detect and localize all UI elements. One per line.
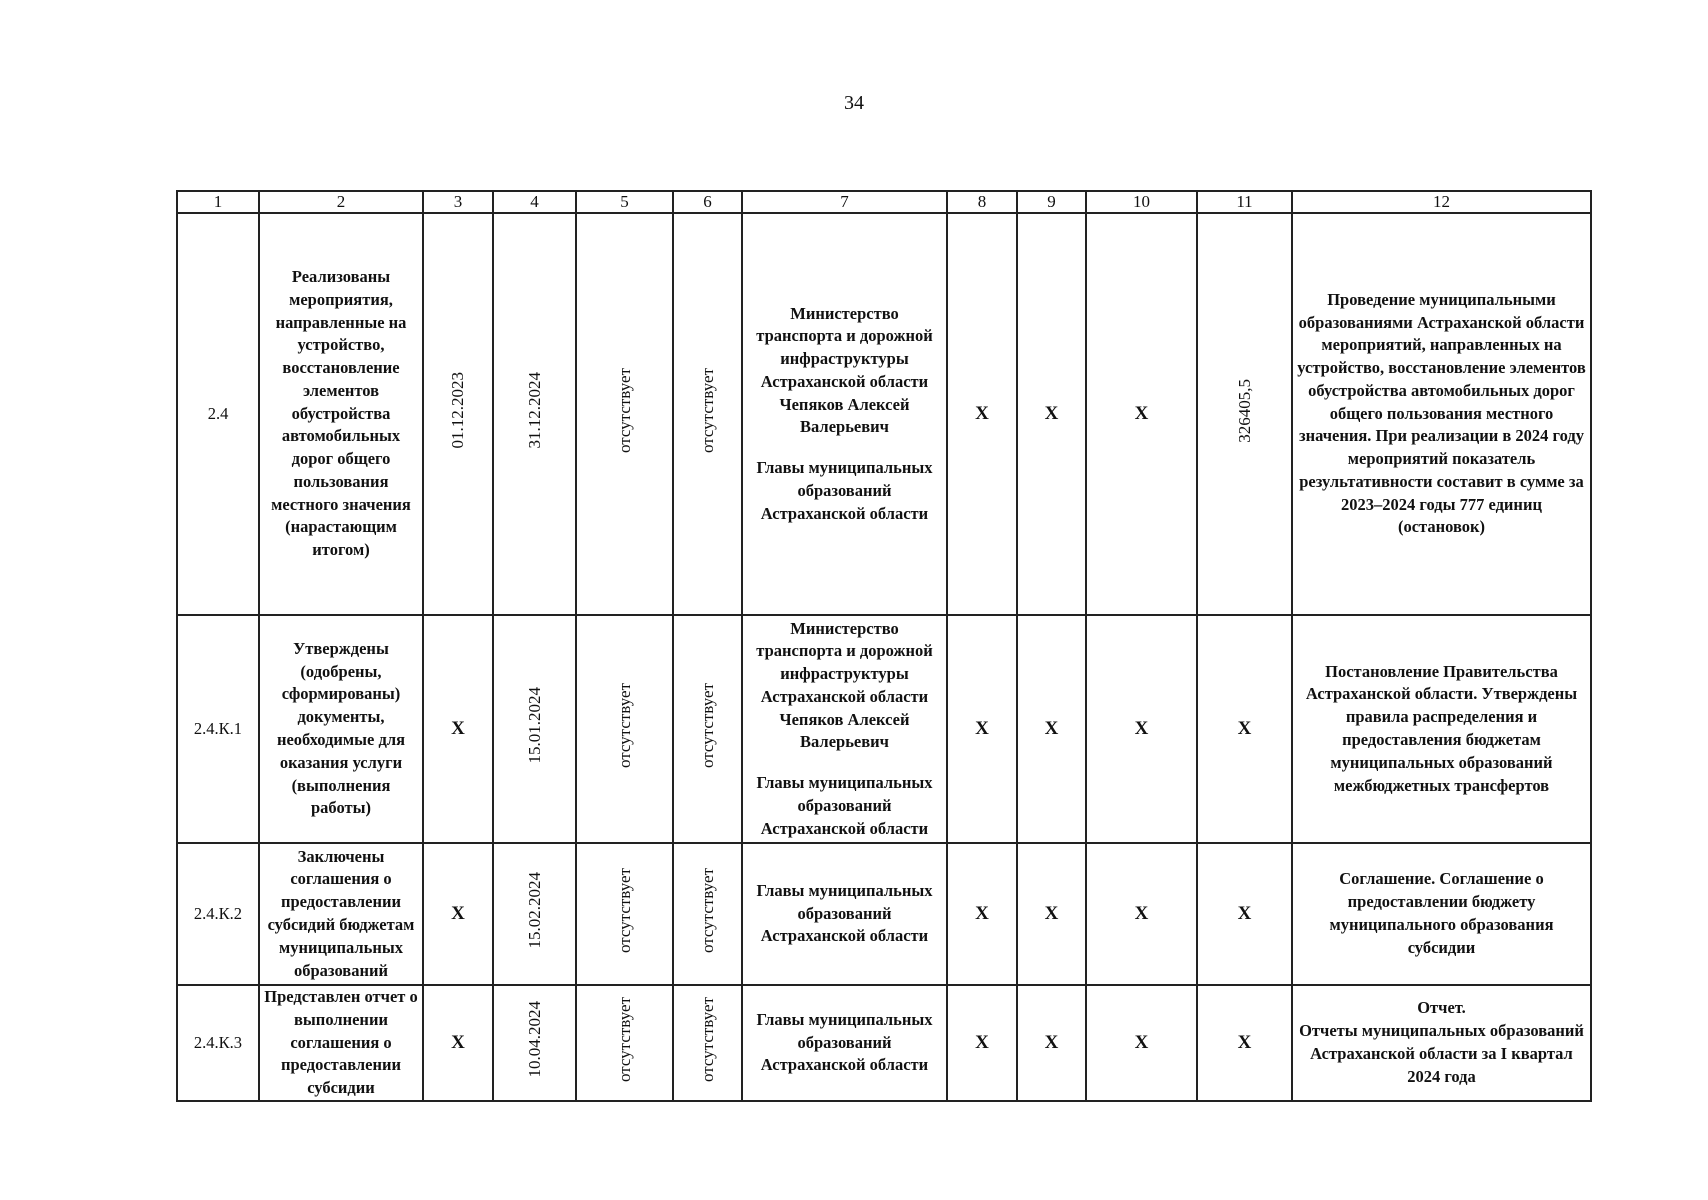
row-number: 2.4.К.1 [177,615,259,843]
header-cell: 6 [673,191,742,213]
row-number: 2.4.К.3 [177,985,259,1101]
description-cell: Соглашение. Соглашение о предоставлении бюджету муниципального образования субсидии [1292,843,1591,985]
col8-cell: X [947,985,1017,1101]
col5-cell: отсутствует [576,213,673,615]
description-text: Отчеты муниципальных образований Астраханской области за I квартал 2024 года [1299,1021,1584,1086]
responsible-cell: Главы муниципальных образований Астраханской области [742,843,947,985]
responsible-ministry: Министерство транспорта и дорожной инфраструктуры Астраханской области Чепяков Алексей Валерьевич [756,618,933,752]
description-cell: Постановление Правительства Астраханской области. Утверждены правила распределения и предоставления бюджетам муниципальных образований межбюджетных трансфертов [1292,615,1591,843]
col6-cell: отсутствует [673,843,742,985]
description-cell [1292,985,1591,1101]
row-name: Реализованы мероприятия, направленные на устройство, восстановление элементов обустройства автомобильных дорог общего пользования местного значения (нарастающим итогом) [259,213,423,615]
row-number: 2.4 [177,213,259,615]
row-number: 2.4.К.2 [177,843,259,985]
responsible-cell: Главы муниципальных образований Астраханской области [742,985,947,1101]
col9-cell: X [1017,213,1086,615]
header-cell: 9 [1017,191,1086,213]
header-cell: 2 [259,191,423,213]
col10-cell: X [1086,615,1197,843]
description-title: Отчет. [1417,998,1466,1018]
col9-cell: X [1017,615,1086,843]
col11-cell: X [1197,985,1292,1101]
col6-cell: отсутствует [673,615,742,843]
header-cell: 11 [1197,191,1292,213]
header-cell: 5 [576,191,673,213]
row-name: Заключены соглашения о предоставлении субсидий бюджетам муниципальных образований [259,843,423,985]
description-cell: Проведение муниципальными образованиями Астраханской области мероприятий, направленных на устройство, восстановление элементов обустройства автомобильных дорог общего пользования местного значения. При реализации в 2024 году мероприятий показатель результативности составит в сумме за 2023–2024 годы 777 единиц (остановок) [1292,213,1591,615]
col8-cell: X [947,843,1017,985]
col5-cell: отсутствует [576,985,673,1101]
responsible-cell [742,615,947,843]
row-name: Представлен отчет о выполнении соглашения о предоставлении субсидии [259,985,423,1101]
page-number: 34 [844,92,864,114]
header-cell: 12 [1292,191,1591,213]
end-date: 15.02.2024 [493,843,576,985]
col6-cell: отсутствует [673,985,742,1101]
table-row [177,615,1591,843]
col10-cell: X [1086,985,1197,1101]
col10-cell: X [1086,213,1197,615]
col10-cell: X [1086,843,1197,985]
header-cell: 8 [947,191,1017,213]
start-date: X [423,985,493,1101]
start-date: 01.12.2023 [423,213,493,615]
header-row [177,191,1591,213]
row-name: Утверждены (одобрены, сформированы) документы, необходимые для оказания услуги (выполнения работы) [259,615,423,843]
table-row [177,985,1591,1101]
col11-cell: X [1197,615,1292,843]
header-cell: 7 [742,191,947,213]
plan-table [176,190,1592,1102]
end-date: 15.01.2024 [493,615,576,843]
header-cell: 10 [1086,191,1197,213]
col11-cell: X [1197,843,1292,985]
responsible-cell [742,213,947,615]
header-cell: 3 [423,191,493,213]
col5-cell: отсутствует [576,615,673,843]
responsible-heads: Главы муниципальных образований Астраханской области [756,773,933,838]
end-date: 10.04.2024 [493,985,576,1101]
table-row [177,843,1591,985]
header-cell: 4 [493,191,576,213]
col8-cell: X [947,213,1017,615]
end-date: 31.12.2024 [493,213,576,615]
start-date: X [423,843,493,985]
col9-cell: X [1017,985,1086,1101]
col11-cell: 326405,5 [1197,213,1292,615]
col6-cell: отсутствует [673,213,742,615]
col8-cell: X [947,615,1017,843]
table-row [177,213,1591,615]
responsible-ministry: Министерство транспорта и дорожной инфраструктуры Астраханской области Чепяков Алексей Валерьевич [756,303,933,437]
responsible-heads: Главы муниципальных образований Астраханской области [756,458,933,523]
start-date: X [423,615,493,843]
header-cell: 1 [177,191,259,213]
col5-cell: отсутствует [576,843,673,985]
col9-cell: X [1017,843,1086,985]
